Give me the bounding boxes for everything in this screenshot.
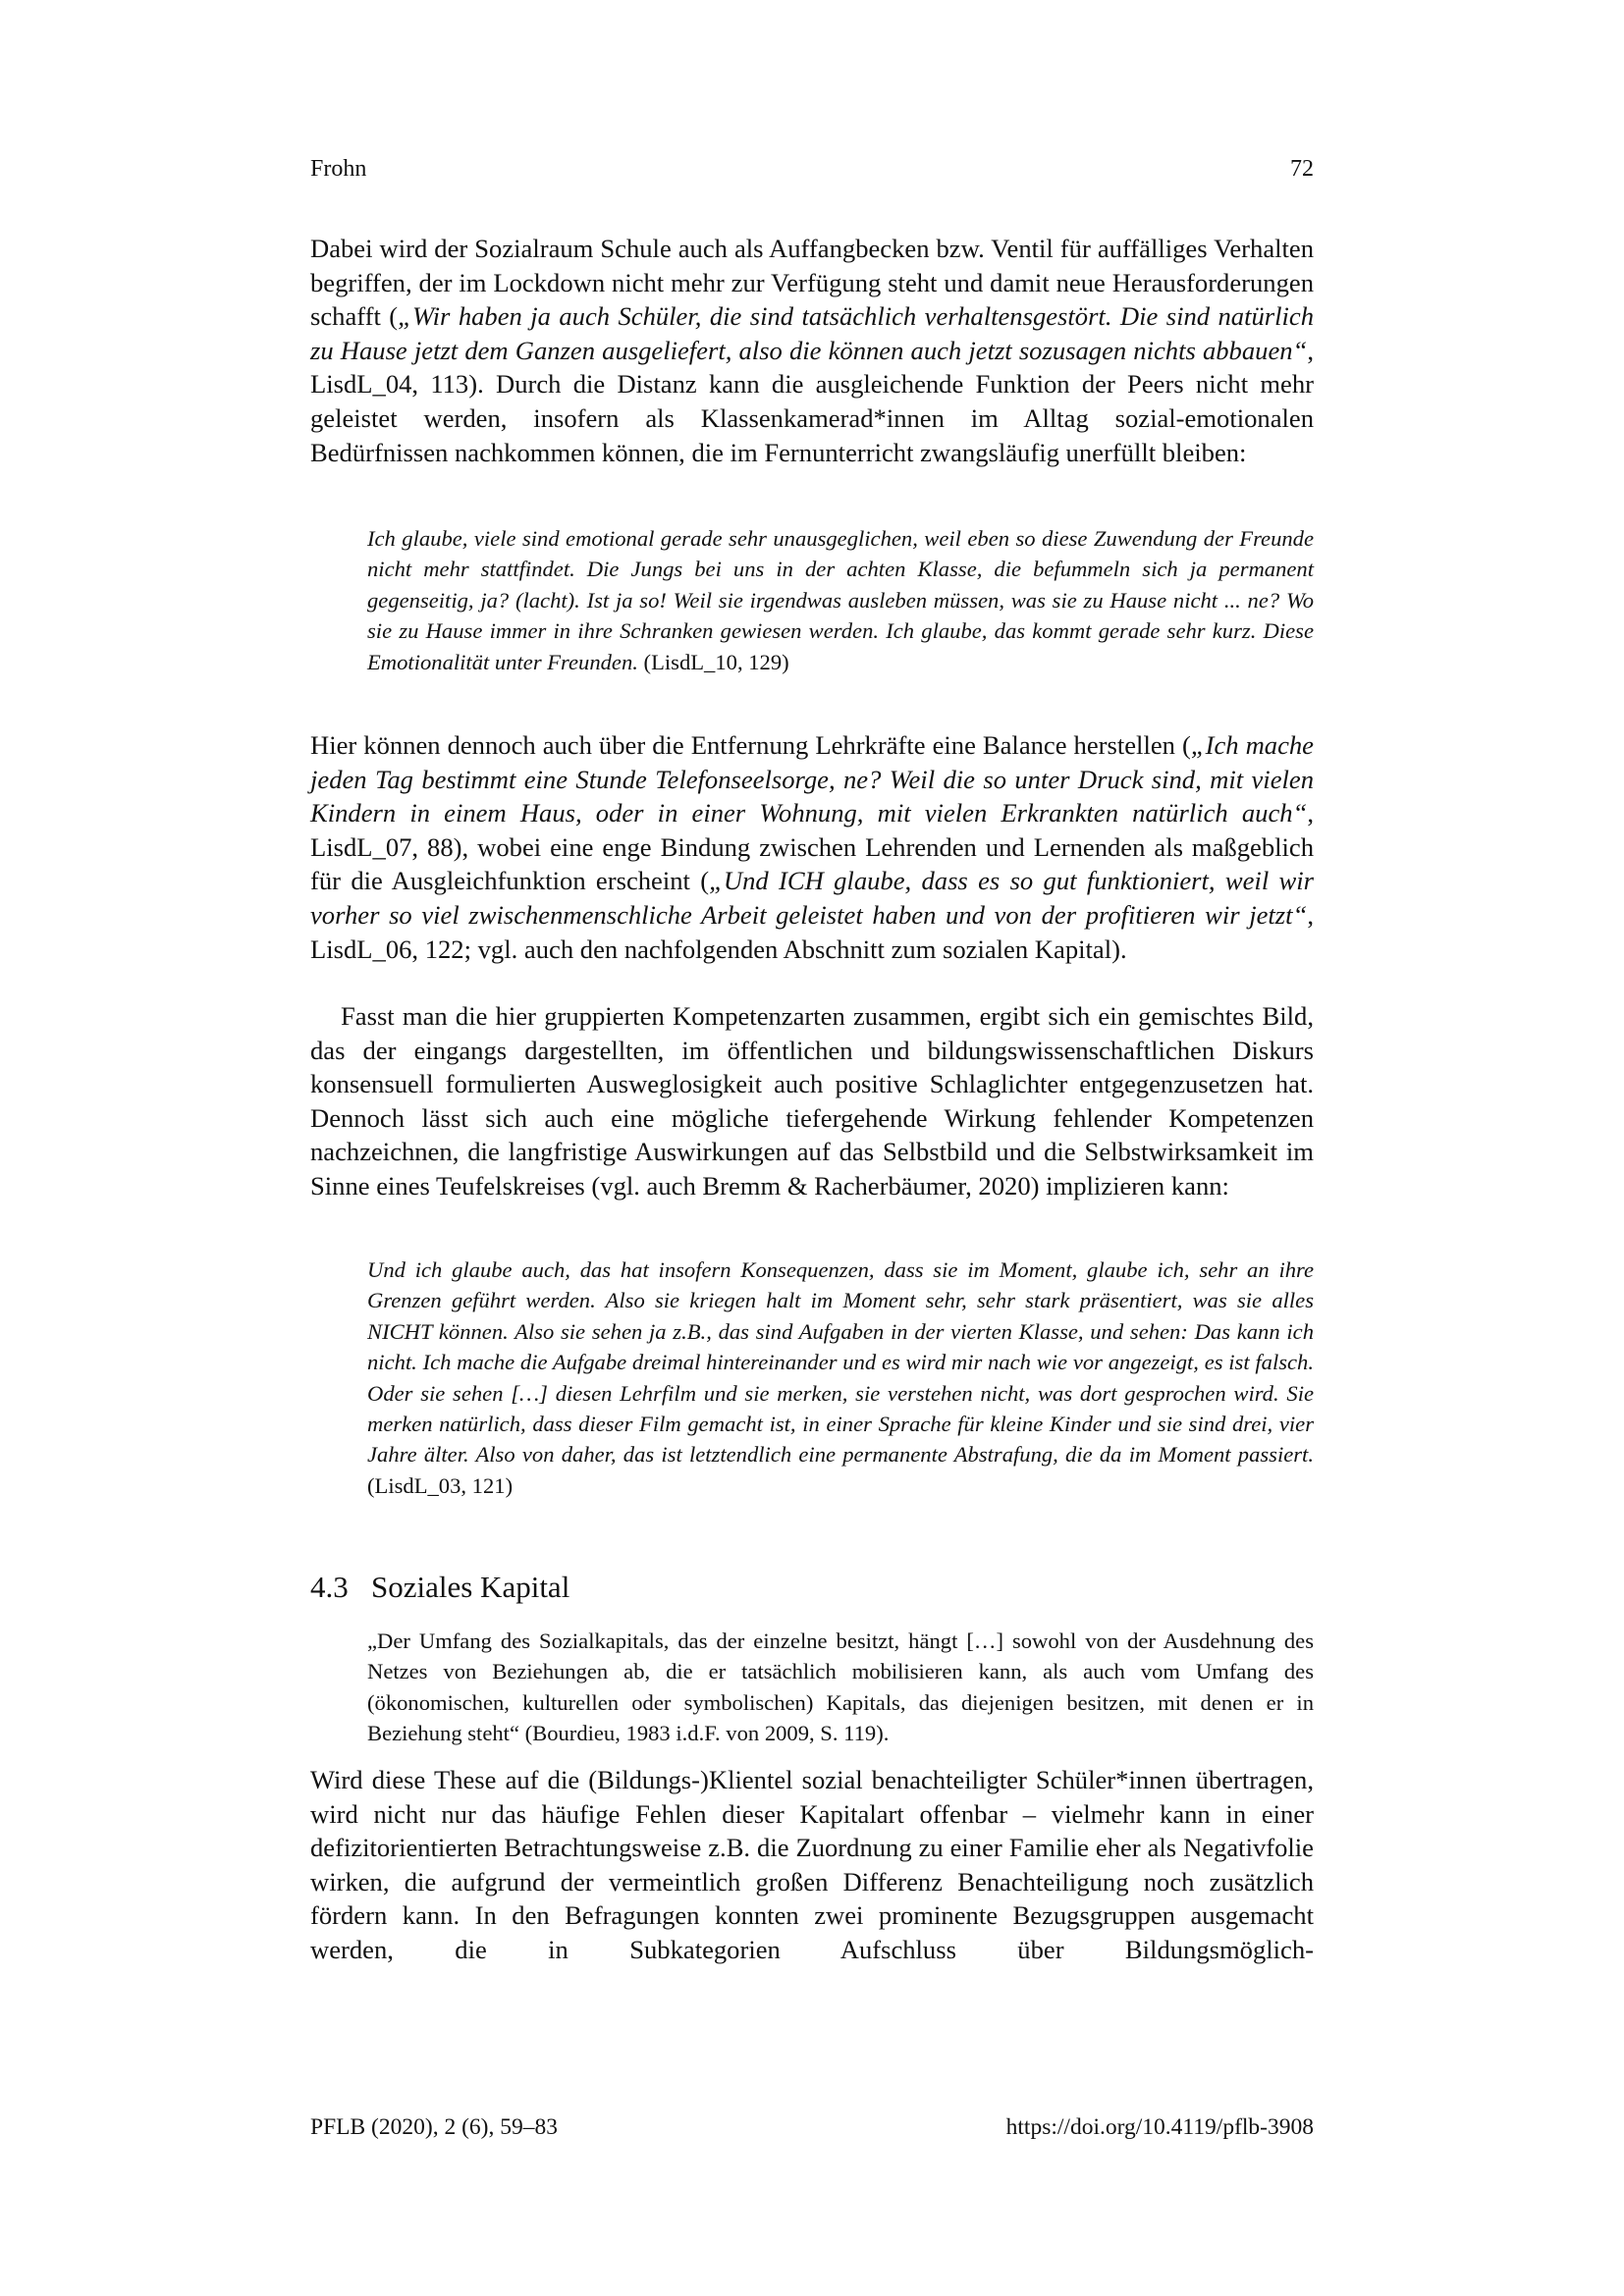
paragraph-text: , LisdL_06, 122; vgl. auch den nachfolgenden Abschnitt zum sozialen Kapital). (310, 899, 1314, 964)
section-title: Soziales Kapital (371, 1570, 570, 1604)
running-head-author: Frohn (310, 156, 367, 182)
page-number: 72 (1290, 156, 1314, 182)
paragraph-text: Fasst man die hier gruppierten Kompetenzarten zusammen, ergibt sich ein gemischtes Bild, das der eingangs dargestellten, im öffentlichen und bildungswissenschaftlichen Diskurs konsensuell formulierten Ausweglosigkeit auch positive Schlaglichter entgegenzusetzen hat. Dennoch lässt sich auch eine mögliche tiefergehende Wirkung fehlender Kompetenzen nachzeichnen, die langfristige Auswirkungen auf das Selbstbild und die Selbstwirksamkeit im Sinne eines Teufelskreises (vgl. auch Bremm & Racherbäumer, 2020) implizieren kann: (310, 1001, 1314, 1201)
paragraph-text: Wird diese These auf die (Bildungs-)Klientel sozial benachteiligter Schüler*innen übertragen, wird nicht nur das häufige Fehlen dieser Kapitalart offenbar – vielmehr kann in einer defizitorientierten Betrachtungsweise z.B. die Zuordnung zu einer Familie eher als Negativfolie wirken, die aufgrund der vermeintlich großen Differenz Benachteiligung noch zusätzlich fördern kann. In den Befragungen konnten zwei prominente Bezugsgruppen ausgemacht werden, die in Subkategorien Aufschluss über Bildungsmöglich- (310, 1765, 1314, 1964)
block-quote-2 (367, 1255, 1314, 1501)
block-quote-text: Ich glaube, viele sind emotional gerade sehr unausgeglichen, weil eben so diese Zuwendung der Freunde nicht mehr stattfindet. Die Jungs bei uns in der achten Klasse, die befummeln sich ja permanent gegenseitig, ja? (lacht). Ist ja so! Weil sie irgendwas ausleben müssen, was sie zu Hause nicht ... ne? Wo sie zu Hause immer in ihre Schranken gewiesen werden. Ich glaube, das kommt gerade sehr kurz. Diese Emotionalität unter Freunden. (367, 526, 1314, 674)
paragraph-text: , LisdL_04, 113). Durch die Distanz kann die ausgleichende Funktion der Peers nicht mehr geleistet werden, insofern als Klassenkamerad*innen im Alltag sozial-emotionalen Bedürfnissen nachkommen können, die im Fernunterricht zwangsläufig unerfüllt bleiben: (310, 335, 1314, 467)
section-heading (310, 1569, 569, 1606)
block-quote-source: (LisdL_10, 129) (637, 649, 789, 674)
block-quote-1 (367, 523, 1314, 677)
paragraph-text: , LisdL_07, 88), wobei eine enge Bindung zwischen Lehrenden und Lernenden als maßgeblich für die Ausgleichfunktion erscheint ( (310, 798, 1314, 896)
paragraph-3 (310, 999, 1314, 1203)
block-quote-text: Und ich glaube auch, das hat insofern Konsequenzen, dass sie im Moment, glaube ich, sehr an ihre Grenzen geführt werden. Also sie kriegen halt im Moment sehr, sehr stark präsentiert, was sie alles NICHT können. Also sie sehen ja z.B., das sind Aufgaben in der vierten Klasse, und sehen: Das kann ich nicht. Ich mache die Aufgabe dreimal hintereinander und es wird mir nach wie vor angezeigt, es ist falsch. Oder sie sehen […] diesen Lehrfilm und sie merken, sie verstehen nicht, was dort gesprochen wird. Sie merken natürlich, dass dieser Film gemacht ist, in einer Sprache für kleine Kinder und sie sind drei, vier Jahre älter. Also von daher, das ist letztendlich eine permanente Abstrafung, die da im Moment passiert. (367, 1257, 1314, 1468)
epigraph (367, 1626, 1314, 1749)
section-number: 4.3 (310, 1570, 349, 1604)
block-quote-source: (LisdL_03, 121) (367, 1472, 514, 1498)
footer-citation: PFLB (2020), 2 (6), 59–83 (310, 2114, 558, 2140)
paragraph-text: Dabei wird der Sozialraum Schule auch als Auffangbecken bzw. Ventil für auffälliges Verhalten begriffen, der im Lockdown nicht mehr zur Verfügung steht und damit neue Herausforderungen schafft ( (310, 234, 1314, 332)
paragraph-2 (310, 728, 1314, 966)
paragraph-4 (310, 1763, 1314, 1967)
paragraph-text: Hier können dennoch auch über die Entfernung Lehrkräfte eine Balance herstellen ( (310, 730, 1191, 760)
interview-quote: „Ich mache jeden Tag bestimmt eine Stunde Telefonseelsorge, ne? Weil die so unter Druck sind, mit vielen Kindern in einem Haus, oder in einer Wohnung, mit vielen Erkrankten natürlich auch“ (310, 730, 1314, 828)
paragraph-1 (310, 232, 1314, 469)
interview-quote: „Wir haben ja auch Schüler, die sind tatsächlich verhaltensgestört. Die sind natürlich zu Hause jetzt dem Ganzen ausgeliefert, also die können auch jetzt sozusagen nichts abbauen“ (310, 301, 1314, 365)
footer-doi-link[interactable]: https://doi.org/10.4119/pflb-3908 (1005, 2114, 1314, 2140)
interview-quote: „Und ICH glaube, dass es so gut funktioniert, weil wir vorher so viel zwischenmenschliche Arbeit geleistet haben und von der profitieren wir jetzt“ (310, 866, 1315, 930)
epigraph-text: „Der Umfang des Sozialkapitals, das der einzelne besitzt, hängt […] sowohl von der Ausdehnung des Netzes von Beziehungen ab, die er tatsächlich mobilisieren kann, als auch vom Umfang des (ökonomischen, kulturellen oder symbolischen) Kapitals, das diejenigen besitzen, mit denen er in Beziehung steht“ (Bourdieu, 1983 i.d.F. von 2009, S. 119). (367, 1629, 1314, 1746)
